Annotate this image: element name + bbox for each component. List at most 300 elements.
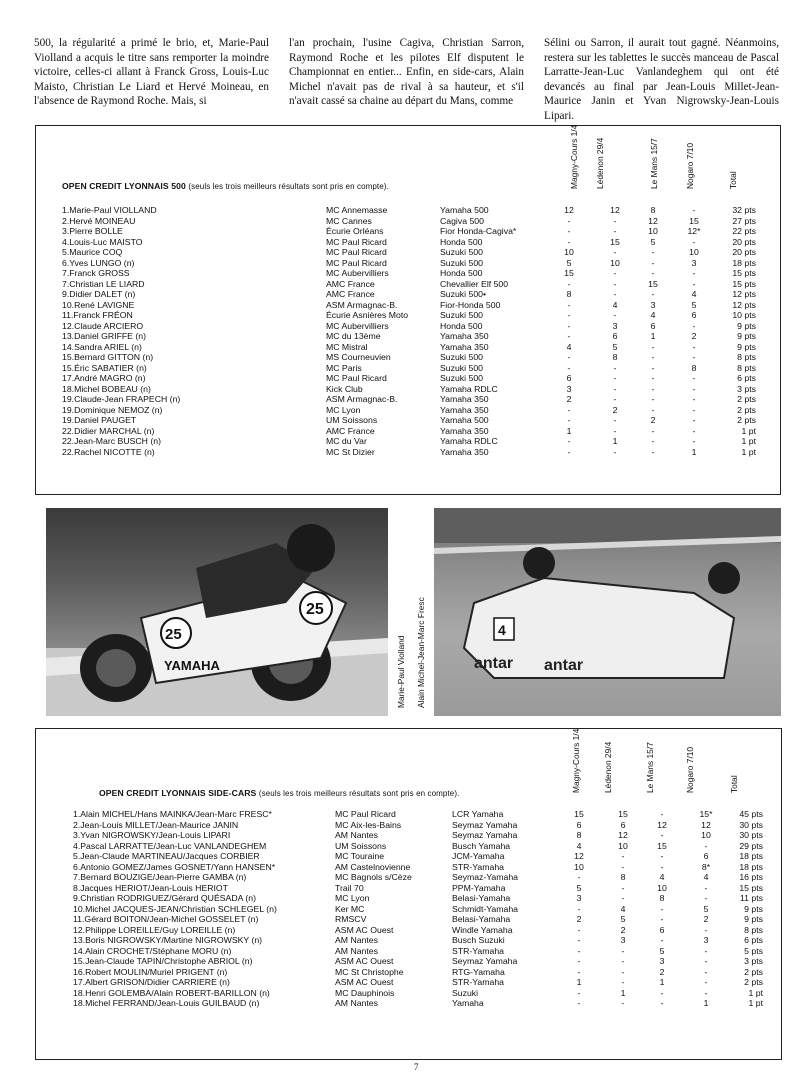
cell-le-mans: 6	[659, 924, 665, 935]
table-row	[36, 237, 780, 248]
cell-club: AMC France	[326, 289, 375, 299]
cell-magny-cours: -	[567, 404, 571, 415]
cell-club: ASM AC Ouest	[335, 977, 394, 987]
cell-total: 6 pts	[737, 373, 756, 383]
cell-ledenon: -	[621, 882, 625, 893]
cell-le-mans: -	[651, 352, 655, 362]
cell-club: MC Paul Ricard	[326, 373, 387, 383]
cell-total: 3 pts	[737, 383, 756, 394]
table-row	[36, 321, 780, 332]
cell-rider: 22.Didier MARCHAL (n)	[62, 425, 155, 436]
bike-brand-label: YAMAHA	[164, 658, 220, 673]
cell-ledenon: 8	[612, 352, 618, 362]
cell-nogaro: -	[692, 436, 696, 446]
cell-le-mans: 1	[659, 977, 665, 987]
cell-magny-cours: 10	[574, 861, 584, 872]
cell-crew: 12.Philippe LOREILLE/Guy LOREILLE (n)	[73, 924, 236, 935]
cell-total: 11 pts	[739, 893, 763, 903]
cell-nogaro: -	[704, 987, 708, 998]
cell-machine: Honda 500	[440, 268, 483, 278]
cell-crew: 5.Jean-Claude MARTINEAU/Jacques CORBIER	[73, 851, 260, 861]
cell-club: MC St Dizier	[326, 446, 375, 457]
cell-nogaro: 1	[691, 446, 697, 457]
cell-machine: Fior-Honda 500	[440, 299, 501, 310]
cell-magny-cours: -	[567, 278, 571, 289]
cell-le-mans: -	[660, 903, 664, 914]
cell-club: MS Courneuvien	[326, 352, 391, 362]
cell-machine: Busch Yamaha	[452, 840, 511, 851]
cell-magny-cours: -	[567, 310, 571, 320]
cell-total: 32 pts	[732, 205, 756, 215]
cell-club: MC du Var	[326, 436, 367, 446]
cell-nogaro: 5	[703, 903, 709, 914]
cell-magny-cours: 12	[574, 851, 584, 861]
table-row	[36, 872, 781, 883]
cell-nogaro: 3	[691, 257, 697, 268]
cell-club: MC Aubervilliers	[326, 268, 389, 278]
cell-rider: 9.Didier DALET (n)	[62, 289, 136, 299]
cell-total: 9 pts	[737, 341, 756, 352]
cell-rider: 22.Rachel NICOTTE (n)	[62, 446, 155, 457]
cell-le-mans: -	[660, 987, 664, 998]
cell-le-mans: -	[651, 436, 655, 446]
cell-nogaro: -	[704, 956, 708, 966]
cell-magny-cours: 5	[566, 257, 572, 268]
table-row	[36, 967, 781, 978]
cell-le-mans: 2	[659, 966, 665, 977]
cell-le-mans: 4	[650, 310, 656, 320]
cell-magny-cours: 3	[566, 383, 572, 394]
table-row	[36, 226, 780, 237]
cell-club: MC Bagnols s/Cèze	[335, 872, 412, 882]
cell-nogaro: -	[704, 893, 708, 903]
cell-le-mans: 6	[650, 320, 656, 331]
cell-club: MC Annemasse	[326, 205, 388, 215]
cell-nogaro: -	[692, 383, 696, 394]
table-rows	[36, 205, 780, 457]
cell-le-mans: -	[651, 383, 655, 394]
cell-machine: Busch Suzuki	[452, 935, 505, 945]
cell-total: 9 pts	[744, 903, 763, 914]
cell-machine: JCM-Yamaha	[452, 851, 505, 861]
column-header-nogaro: Nogaro 7/10	[685, 142, 695, 189]
cell-machine: Yamaha	[452, 998, 484, 1008]
cell-rider: 13.Daniel GRIFFE (n)	[62, 331, 147, 341]
cell-machine: Honda 500	[440, 236, 483, 247]
photo-sidecar	[434, 508, 781, 716]
cell-magny-cours: -	[567, 352, 571, 362]
cell-crew: 3.Yvan NIGROWSKY/Jean-Louis LIPARI	[73, 830, 231, 840]
cell-magny-cours: 15	[564, 268, 574, 278]
cell-club: MC Paul Ricard	[326, 247, 387, 257]
cell-total: 9 pts	[744, 914, 763, 924]
cell-total: 18 pts	[739, 861, 763, 872]
cell-le-mans: -	[660, 830, 664, 840]
cell-le-mans: 12	[657, 819, 667, 830]
cell-nogaro: -	[692, 352, 696, 362]
cell-club: AMC France	[326, 425, 375, 436]
cell-total: 2 pts	[737, 404, 756, 415]
cell-club: AM Nantes	[335, 998, 378, 1008]
cell-rider: 6.Yves LUNGO (n)	[62, 257, 135, 268]
cell-le-mans: 8	[650, 205, 656, 215]
cell-magny-cours: -	[567, 299, 571, 310]
cell-magny-cours: 1	[566, 425, 572, 436]
photo-motorcycle	[46, 508, 388, 716]
cell-ledenon: 10	[618, 840, 628, 851]
cell-machine: Yamaha RDLC	[440, 383, 498, 394]
cell-rider: 17.André MAGRO (n)	[62, 373, 146, 383]
cell-nogaro: -	[692, 205, 696, 215]
cell-machine: Windle Yamaha	[452, 924, 513, 935]
cell-nogaro: -	[692, 404, 696, 415]
cell-le-mans: 3	[659, 956, 665, 966]
cell-rider: 10.René LAVIGNE	[62, 299, 135, 310]
cell-nogaro: 10	[701, 830, 711, 840]
table-row	[36, 893, 781, 904]
cell-nogaro: 12	[701, 819, 711, 830]
cell-nogaro: -	[692, 236, 696, 247]
table-row	[36, 363, 780, 374]
cell-ledenon: 4	[612, 299, 618, 310]
table-row	[36, 914, 781, 925]
column-header-total: Total	[728, 171, 738, 189]
cell-magny-cours: -	[577, 987, 581, 998]
cell-machine: Cagiva 500	[440, 215, 484, 226]
cell-le-mans: -	[660, 851, 664, 861]
cell-nogaro: -	[704, 882, 708, 893]
cell-nogaro: -	[692, 320, 696, 331]
table-row	[36, 820, 781, 831]
cell-le-mans: -	[660, 914, 664, 924]
cell-club: MC Aix-les-Bains	[335, 819, 402, 830]
cell-machine: Yamaha 350	[440, 394, 489, 404]
cell-rider: 12.Claude ARCIERO	[62, 320, 144, 331]
cell-machine: Suzuki 500•	[440, 289, 487, 299]
cell-rider: 14.Sandra ARIEL (n)	[62, 341, 142, 352]
cell-club: AM Nantes	[335, 935, 378, 945]
table-row	[36, 331, 780, 342]
table-row	[36, 851, 781, 862]
table-row	[36, 830, 781, 841]
cell-machine: Yamaha 350	[440, 446, 489, 457]
caption-left: Marie-Paul Violland	[396, 635, 406, 708]
cell-le-mans: -	[651, 268, 655, 278]
table-title: OPEN CREDIT LYONNAIS 500 (seuls les trois meilleurs résultats sont pris en compte).	[62, 181, 389, 191]
cell-club: RMSCV	[335, 914, 367, 924]
cell-magny-cours: 10	[564, 247, 574, 257]
cell-total: 2 pts	[737, 394, 756, 404]
cell-total: 12 pts	[732, 299, 756, 310]
table-row	[36, 405, 780, 416]
cell-ledenon: 10	[610, 257, 620, 268]
cell-total: 15 pts	[739, 882, 763, 893]
table-row	[36, 988, 781, 999]
table-row	[36, 447, 780, 458]
cell-magny-cours: -	[577, 945, 581, 956]
table-row	[36, 268, 780, 279]
column-header-le-mans: Le Mans 15/7	[645, 742, 655, 793]
cell-nogaro: -	[704, 977, 708, 987]
table-row	[36, 426, 780, 437]
table-row	[36, 998, 781, 1009]
cell-machine: Belasi-Yamaha	[452, 914, 511, 924]
cell-ledenon: -	[621, 956, 625, 966]
cell-magny-cours: 15	[574, 809, 584, 819]
cell-machine: Schmidt-Yamaha	[452, 903, 518, 914]
cell-rider: 2.Hervé MOINEAU	[62, 215, 136, 226]
cell-nogaro: 6	[691, 310, 697, 320]
cell-le-mans: -	[651, 425, 655, 436]
cell-rider: 19.Claude-Jean FRAPECH (n)	[62, 394, 181, 404]
table-row	[36, 946, 781, 957]
cell-club: MC Paul Ricard	[326, 257, 387, 268]
table-row	[36, 247, 780, 258]
cell-club: ASM Armagnac-B.	[326, 394, 398, 404]
table-row	[36, 279, 780, 290]
cell-crew: 10.Michel JACQUES-JEAN/Christian SCHLEGEL (n)	[73, 903, 277, 914]
cell-le-mans: 10	[648, 226, 658, 236]
cell-crew: 18.Henri GOLEMBA/Alain ROBERT-BARILLON (n)	[73, 987, 270, 998]
cell-le-mans: -	[651, 289, 655, 299]
cell-machine: Seymaz-Yamaha	[452, 872, 518, 882]
table-row	[36, 436, 780, 447]
cell-club: AM Nantes	[335, 945, 378, 956]
column-header-total: Total	[729, 775, 739, 793]
column-header-ledenon: Lédenon 29/4	[595, 137, 605, 189]
cell-total: 2 pts	[737, 415, 756, 425]
cell-machine: Yamaha 350	[440, 404, 489, 415]
cell-club: AMC France	[326, 278, 375, 289]
cell-machine: Belasi-Yamaha	[452, 893, 511, 903]
cell-total: 30 pts	[739, 830, 763, 840]
cell-magny-cours: 4	[566, 341, 572, 352]
cell-le-mans: -	[651, 446, 655, 457]
cell-total: 8 pts	[737, 352, 756, 362]
cell-crew: 8.Jacques HERIOT/Jean-Louis HERIOT	[73, 882, 228, 893]
cell-machine: LCR Yamaha	[452, 809, 504, 819]
table-row	[36, 352, 780, 363]
cell-machine: STR-Yamaha	[452, 861, 504, 872]
cell-nogaro: 4	[691, 289, 697, 299]
cell-ledenon: 3	[612, 320, 618, 331]
cell-ledenon: -	[613, 394, 617, 404]
cell-magny-cours: 4	[576, 840, 582, 851]
cell-rider: 3.Pierre BOLLE	[62, 226, 123, 236]
intro-column-2: l'an prochain, l'usine Cagiva, Christian Sarron, Raymond Roche et les pilotes Elf disputent le Championnat en entier... Enfin, en side-cars, Alain Michel n'avait pas de rival à sa hauteur, et s'il n'avait cassé sa chaine au départ du Mans, comme	[289, 37, 524, 107]
cell-total: 8 pts	[737, 362, 756, 373]
cell-ledenon: -	[621, 893, 625, 903]
cell-total: 9 pts	[737, 331, 756, 341]
cell-total: 20 pts	[732, 247, 756, 257]
cell-machine: Suzuki 500	[440, 373, 483, 383]
table-row	[36, 904, 781, 915]
cell-le-mans: -	[651, 257, 655, 268]
cell-ledenon: 6	[620, 819, 626, 830]
cell-le-mans: 15	[648, 278, 658, 289]
cell-ledenon: 1	[620, 987, 626, 998]
table-row	[36, 384, 780, 395]
cell-total: 1 pt	[741, 436, 756, 446]
cell-nogaro: -	[692, 278, 696, 289]
cell-machine: STR-Yamaha	[452, 945, 504, 956]
cell-total: 1 pt	[741, 446, 756, 457]
photo-strip	[46, 508, 781, 716]
cell-le-mans: 12	[648, 215, 658, 226]
cell-machine: STR-Yamaha	[452, 977, 504, 987]
cell-total: 15 pts	[732, 268, 756, 278]
cell-club: UM Soissons	[326, 415, 378, 425]
cell-machine: Yamaha 350	[440, 425, 489, 436]
cell-ledenon: -	[613, 289, 617, 299]
table-row	[36, 841, 781, 852]
table-row	[36, 310, 780, 321]
cell-nogaro: 12*	[687, 226, 701, 236]
cell-club: MC Paul Ricard	[335, 809, 396, 819]
cell-machine: Yamaha 350	[440, 341, 489, 352]
cell-le-mans: -	[660, 809, 664, 819]
caption-right: Alain Michel-Jean-Marc Fresc	[416, 597, 426, 708]
cell-magny-cours: -	[577, 924, 581, 935]
results-table-500	[35, 125, 781, 495]
cell-rider: 11.Franck FRÉON	[62, 310, 133, 320]
cell-rider: 19.Daniel PAUGET	[62, 415, 137, 425]
cell-magny-cours: -	[567, 331, 571, 341]
column-header-magny-cours: Magny-Cours 1/4	[569, 124, 579, 189]
cell-crew: 6.Antonio GOMEZ/James GOSNET/Yann HANSEN*	[73, 861, 276, 872]
cell-nogaro: 5	[691, 299, 697, 310]
table-rows	[36, 809, 781, 1009]
cell-nogaro: 3	[703, 935, 709, 945]
cell-le-mans: 10	[657, 882, 667, 893]
cell-rider: 18.Michel BOBEAU (n)	[62, 383, 151, 394]
sidecar-sponsor-label-2: antar	[544, 657, 584, 674]
cell-crew: 4.Pascal LARRATTE/Jean-Luc VANLANDEGHEM	[73, 840, 267, 851]
cell-nogaro: 10	[689, 247, 699, 257]
results-table-side-cars	[35, 728, 782, 1060]
cell-club: Trail 70	[335, 882, 364, 893]
cell-magny-cours: -	[577, 956, 581, 966]
cell-machine: Fior Honda-Cagiva*	[440, 226, 517, 236]
cell-ledenon: 12	[610, 205, 620, 215]
cell-ledenon: -	[613, 278, 617, 289]
cell-nogaro: -	[692, 425, 696, 436]
table-row	[36, 216, 780, 227]
cell-magny-cours: -	[567, 446, 571, 457]
cell-total: 1 pt	[741, 425, 756, 436]
cell-ledenon: 5	[612, 341, 618, 352]
cell-total: 2 pts	[744, 977, 763, 987]
cell-club: ASM AC Ouest	[335, 924, 394, 935]
page-number: 7	[414, 1062, 419, 1072]
cell-total: 16 pts	[739, 872, 763, 882]
cell-le-mans: -	[651, 404, 655, 415]
cell-machine: PPM-Yamaha	[452, 882, 506, 893]
cell-magny-cours: -	[577, 872, 581, 882]
cell-club: MC Lyon	[326, 404, 361, 415]
cell-nogaro: -	[692, 415, 696, 425]
column-header-ledenon: Lédenon 29/4	[603, 741, 613, 793]
cell-total: 15 pts	[732, 278, 756, 289]
cell-nogaro: 1	[703, 998, 709, 1008]
cell-club: MC Dauphinois	[335, 987, 395, 998]
cell-nogaro: -	[704, 945, 708, 956]
cell-le-mans: -	[651, 373, 655, 383]
cell-magny-cours: -	[577, 903, 581, 914]
cell-ledenon: -	[613, 362, 617, 373]
cell-club: MC Lyon	[335, 893, 370, 903]
cell-rider: 4.Louis-Luc MAISTO	[62, 236, 143, 247]
cell-le-mans: 5	[650, 236, 656, 247]
cell-club: MC Touraine	[335, 851, 385, 861]
cell-magny-cours: -	[567, 362, 571, 373]
cell-nogaro: 8	[691, 362, 697, 373]
cell-ledenon: -	[621, 861, 625, 872]
cell-le-mans: -	[651, 341, 655, 352]
cell-magny-cours: -	[567, 415, 571, 425]
cell-nogaro: -	[692, 341, 696, 352]
cell-rider: 1.Marie-Paul VIOLLAND	[62, 205, 157, 215]
cell-magny-cours: 5	[576, 882, 582, 893]
cell-magny-cours: 8	[566, 289, 572, 299]
cell-ledenon: -	[613, 215, 617, 226]
cell-crew: 17.Albert GRISON/Didier CARRIERE (n)	[73, 977, 230, 987]
cell-le-mans: 8	[659, 893, 665, 903]
cell-crew: 9.Christian RODRIGUEZ/Gérard QUÉSADA (n)	[73, 893, 256, 903]
cell-ledenon: -	[613, 425, 617, 436]
cell-club: MC St Christophe	[335, 966, 404, 977]
cell-nogaro: -	[692, 268, 696, 278]
cell-magny-cours: -	[567, 320, 571, 331]
cell-ledenon: -	[613, 383, 617, 394]
cell-total: 2 pts	[744, 966, 763, 977]
cell-crew: 14.Alain CROCHET/Stéphane MORU (n)	[73, 945, 232, 956]
cell-crew: 13.Boris NIGROWSKY/Martine NIGROWSKY (n)	[73, 935, 263, 945]
cell-ledenon: 5	[620, 914, 626, 924]
cell-magny-cours: 3	[576, 893, 582, 903]
cell-club: AM Nantes	[335, 830, 378, 840]
cell-total: 10 pts	[732, 310, 756, 320]
cell-nogaro: 15*	[699, 809, 713, 819]
cell-total: 8 pts	[744, 924, 763, 935]
cell-ledenon: 4	[620, 903, 626, 914]
table-row	[36, 809, 781, 820]
column-header-le-mans: Le Mans 15/7	[649, 138, 659, 189]
cell-ledenon: -	[613, 226, 617, 236]
cell-magny-cours: -	[577, 966, 581, 977]
cell-crew: 2.Jean-Louis MILLET/Jean-Maurice JANIN	[73, 819, 239, 830]
table-row	[36, 935, 781, 946]
cell-machine: Chevallier Elf 500	[440, 278, 509, 289]
cell-nogaro: -	[704, 924, 708, 935]
cell-crew: 18.Michel FERRAND/Jean-Louis GUILBAUD (n)	[73, 998, 260, 1008]
cell-nogaro: 6	[703, 851, 709, 861]
cell-club: Écurie Orléans	[326, 226, 384, 236]
cell-club: ASM AC Ouest	[335, 956, 394, 966]
table-row	[36, 956, 781, 967]
cell-total: 9 pts	[737, 320, 756, 331]
cell-le-mans: 2	[650, 415, 656, 425]
cell-rider: 19.Dominique NEMOZ (n)	[62, 404, 163, 415]
cell-magny-cours: 1	[576, 977, 582, 987]
cell-le-mans: 5	[659, 945, 665, 956]
cell-le-mans: -	[651, 247, 655, 257]
cell-total: 12 pts	[732, 289, 756, 299]
cell-machine: Seymaz Yamaha	[452, 819, 518, 830]
cell-total: 5 pts	[744, 945, 763, 956]
cell-ledenon: 12	[618, 830, 628, 840]
cell-club: UM Soissons	[335, 840, 387, 851]
